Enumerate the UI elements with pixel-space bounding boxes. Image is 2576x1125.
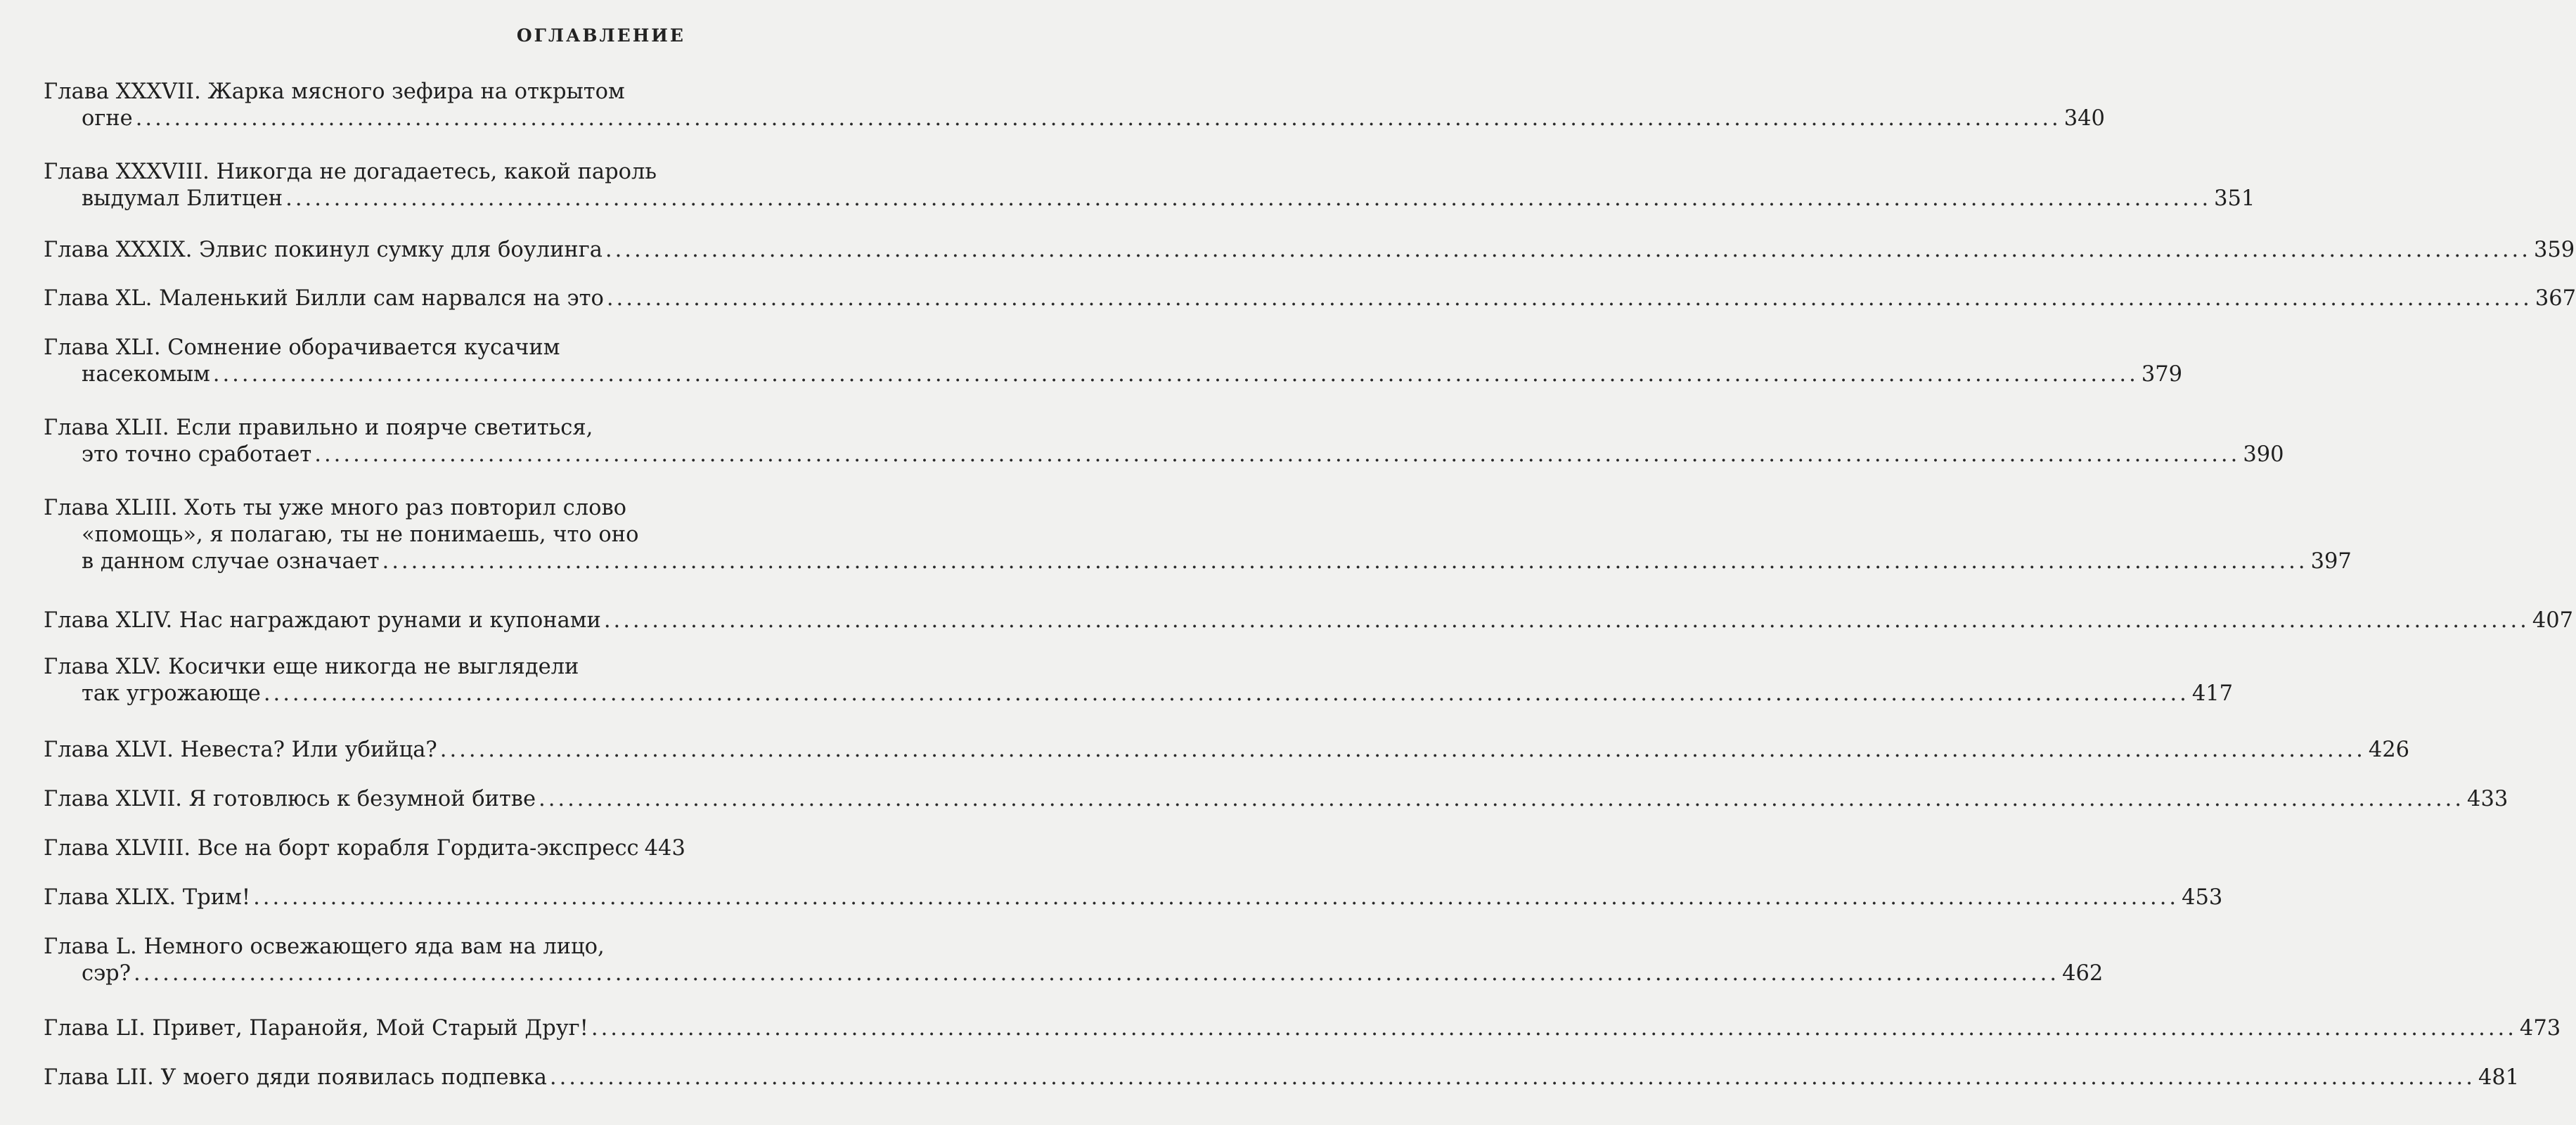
- page-number: 379: [2141, 362, 2183, 387]
- toc-entry[interactable]: [44, 159, 2255, 212]
- toc-entry-line: [44, 105, 2105, 132]
- toc-entry[interactable]: [44, 885, 2223, 911]
- toc-entry-line: [44, 361, 2183, 388]
- toc-entry-title: Глава XLIX. Трим!: [44, 885, 251, 910]
- page-number: 453: [2182, 885, 2223, 910]
- toc-entry[interactable]: [44, 79, 2105, 132]
- toc-entry-line: [44, 1015, 2561, 1042]
- toc-entry-title: Глава XLI. Сомнение оборачивается кусачим: [44, 335, 560, 360]
- toc-entry-title: Глава XLIII. Хоть ты уже много раз повторил слово: [44, 496, 627, 520]
- dot-leader: ........................................................................................................................................................................................................: [539, 787, 2465, 811]
- page-number: 443: [644, 836, 685, 861]
- dot-leader: ........................................................................................................................................................................................................: [591, 1016, 2517, 1041]
- toc-entry-line: [44, 737, 2410, 764]
- toc-entry[interactable]: [44, 786, 2509, 813]
- toc-entry[interactable]: [44, 608, 2574, 634]
- toc-entry-title: Глава XLVII. Я готовлюсь к безумной битве: [44, 787, 536, 811]
- dot-leader: ........................................................................................................................................................................................................: [549, 1065, 2475, 1090]
- page-number: 433: [2467, 787, 2509, 811]
- toc-entry-title: насекомым: [82, 362, 210, 387]
- toc-entry-title: Глава LII. У моего дяди появилась подпевка: [44, 1065, 547, 1090]
- toc-entry-line: [44, 934, 676, 960]
- toc-entry-line: [44, 522, 676, 548]
- toc-entry-line: [44, 237, 2575, 264]
- toc-entry-title: Глава XLV. Косички еще никогда не выглядели: [44, 655, 579, 679]
- dot-leader: ........................................................................................................................................................................................................: [285, 186, 2212, 211]
- dot-leader: ........................................................................................................................................................................................................: [603, 608, 2530, 633]
- toc-entry[interactable]: [44, 934, 2104, 987]
- toc-entry[interactable]: [44, 737, 2410, 764]
- toc-entry-line: [44, 186, 2255, 212]
- toc-entry-line: [44, 285, 2576, 312]
- dot-leader: ........................................................................................................................................................................................................: [263, 681, 2189, 706]
- toc-entry-title: огне: [82, 106, 133, 131]
- page-number: 340: [2063, 106, 2105, 131]
- page-number: 426: [2368, 738, 2410, 762]
- toc-entry-title: это точно сработает: [82, 442, 312, 467]
- dot-leader: ........................................................................................................................................................................................................: [135, 106, 2061, 131]
- toc-entry-line: [44, 495, 676, 522]
- page-number: 359: [2533, 238, 2575, 262]
- page-number: 367: [2535, 286, 2576, 311]
- page-number: 481: [2478, 1065, 2520, 1090]
- dot-leader: ........................................................................................................................................................................................................: [314, 442, 2241, 467]
- toc-entry[interactable]: [44, 1015, 2561, 1042]
- page-title: ОГЛАВЛЕНИЕ: [516, 25, 685, 46]
- toc-entry[interactable]: [44, 835, 685, 862]
- page-number: 351: [2214, 186, 2255, 211]
- toc-entry-title: выдумал Блитцен: [82, 186, 283, 211]
- toc-entry-line: [44, 79, 676, 105]
- toc-entry[interactable]: [44, 415, 2284, 468]
- toc-entry-line: [44, 159, 676, 186]
- toc-entry[interactable]: [44, 285, 2576, 312]
- toc-entry-line: [44, 442, 2284, 468]
- toc-entry-line: [44, 335, 676, 361]
- toc-entry-title: Глава XLVI. Невеста? Или убийца?: [44, 738, 437, 762]
- toc-entry-title: Глава XXXIX. Элвис покинул сумку для боулинга: [44, 238, 603, 262]
- dot-leader: ........................................................................................................................................................................................................: [605, 238, 2531, 262]
- page-number: 473: [2519, 1016, 2561, 1041]
- toc-entry-line: [44, 786, 2509, 813]
- toc-entry-title: Глава XL. Маленький Билли сам нарвался на это: [44, 286, 604, 311]
- dot-leader: ........................................................................................................................................................................................................: [606, 286, 2532, 311]
- toc-entry-line: [44, 960, 2104, 987]
- toc-entry-line: [44, 835, 685, 862]
- dot-leader: ........................................................................................................................................................................................................: [439, 738, 2366, 762]
- dot-leader: ........................................................................................................................................................................................................: [134, 961, 2060, 986]
- toc-entry-line: [44, 415, 676, 442]
- toc-entry-line: [44, 654, 676, 681]
- toc-entry-line: [44, 885, 2223, 911]
- toc-entry-title: Глава XLIV. Нас награждают рунами и купонами: [44, 608, 601, 633]
- toc-entry[interactable]: [44, 495, 2352, 575]
- toc-entry-title: «помощь», я полагаю, ты не понимаешь, что оно: [82, 522, 639, 547]
- toc-entry-title: сэр?: [82, 961, 131, 986]
- page-number: 462: [2062, 961, 2104, 986]
- toc-entry-line: [44, 681, 2234, 707]
- toc-entry-title: Глава XLVIII. Все на борт корабля Гордита-экспресс: [44, 836, 639, 861]
- toc-entry[interactable]: [44, 237, 2575, 264]
- page-number: 390: [2243, 442, 2284, 467]
- toc-entry-title: Глава L. Немного освежающего яда вам на лицо,: [44, 934, 605, 959]
- toc-entry-line: [44, 548, 2352, 575]
- dot-leader: ........................................................................................................................................................................................................: [382, 549, 2308, 574]
- toc-entry-title: так угрожающе: [82, 681, 261, 706]
- toc-entry[interactable]: [44, 654, 2234, 707]
- page-number: 417: [2191, 681, 2234, 706]
- toc-entry-title: Глава XLII. Если правильно и поярче светиться,: [44, 416, 593, 440]
- toc-entry-line: [44, 608, 2574, 634]
- toc-entry[interactable]: [44, 1065, 2520, 1091]
- dot-leader: ........................................................................................................................................................................................................: [212, 362, 2139, 387]
- toc-entry-title: в данном случае означает: [82, 549, 380, 574]
- page-number: 407: [2532, 608, 2574, 633]
- toc-entry-title: Глава XXXVIII. Никогда не догадаетесь, какой пароль: [44, 160, 657, 184]
- dot-leader: ........................................................................................................................................................................................................: [253, 885, 2179, 910]
- toc-entry[interactable]: [44, 335, 2183, 388]
- page-number: 397: [2310, 549, 2352, 574]
- toc-entry-line: [44, 1065, 2520, 1091]
- toc-entry-title: Глава LI. Привет, Паранойя, Мой Старый Друг!: [44, 1016, 588, 1041]
- toc-entry-title: Глава XXXVII. Жарка мясного зефира на открытом: [44, 79, 625, 104]
